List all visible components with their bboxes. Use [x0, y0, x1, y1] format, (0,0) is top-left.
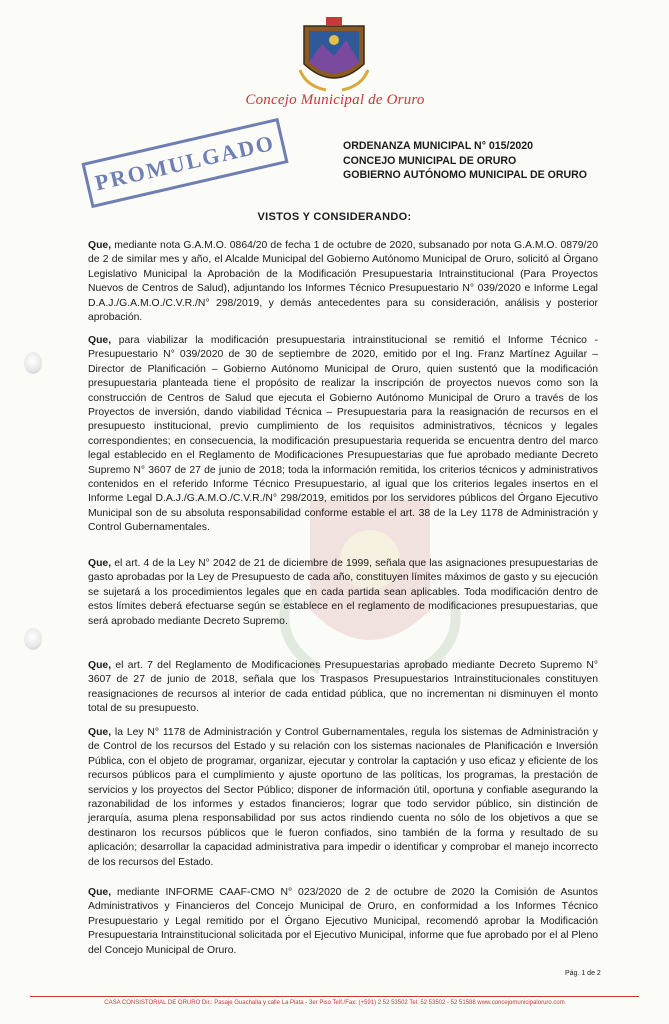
punch-hole-bottom	[24, 628, 42, 650]
paragraph	[88, 726, 598, 870]
government-name: GOBIERNO AUTÓNOMO MUNICIPAL DE ORURO	[343, 169, 588, 181]
page-number: Pág. 1 de 2	[565, 970, 601, 977]
paragraph-text: la Ley N° 1178 de Administración y Control Gubernamentales, regula los sistemas de Administración y de Control de los recursos del Estado y su relación con los sistemas nacionales de Planificación e Inversión Pública, con el objeto de programar, organizar, ejecutar y controlar la captación y uso eficaz y eficiente de los recursos públicos para el cumplimiento y ajuste oportuno de las políticas, los programas, la prestación de servicios y los proyectos del Sector Público; disponer de información útil, oportuna y confiable asegurando la razonabilidad de los informes y estados financieros; lograr que todo servidor público, sin distinción de jerarquía, asuma plena responsabilidad por sus actos rindiendo cuenta no sólo de los objetivos a que se destinaron los recursos públicos que le fueron confiados, sino también de la forma y resultado de su aplicación; desarrollar la capacidad administrativa para impedir o identificar y comprobar el manejo incorrecto de los recursos del Estado.	[88, 727, 598, 868]
ordinance-number: ORDENANZA MUNICIPAL N° 015/2020	[343, 140, 534, 152]
paragraph-text: el art. 4 de la Ley N° 2042 de 21 de diciembre de 1999, señala que las asignaciones presupuestarias de gasto aprobadas por la Ley de Presupuesto de cada año, constituyen límites máximos de gasto y su ejecución se sujetará a los procedimientos legales que en cada partida sean aplicables. Toda modificación dentro de estos límites deberá efectuarse según se establece en el reglamento de modificaciones presupuestarias, que será aprobado mediante Decreto Supremo.	[88, 558, 598, 627]
council-logo-text: Concejo Municipal de Oruro	[245, 92, 425, 108]
municipal-seal-icon	[296, 14, 372, 92]
paragraph-lead: Que,	[88, 887, 112, 898]
paragraph-lead: Que,	[88, 660, 112, 671]
paragraph	[88, 239, 598, 325]
paragraph-lead: Que,	[88, 727, 112, 738]
punch-hole-top	[24, 352, 42, 374]
paragraph	[88, 886, 598, 958]
document-header	[343, 139, 643, 183]
paragraph-text: mediante INFORME CAAF-CMO N° 023/2020 de 2 de octubre de 2020 la Comisión de Asuntos Administrativos y Financieros del Concejo Municipal de Oruro, en conformidad a los Informes Técnico Presupuestario y Legal remitido por el Órgano Ejecutivo Municipal, recomendó aprobar la Modificación Presupuestaria Intrainstitucional solicitada por el Ejecutivo Municipal, informe que fue aprobado por el al Pleno del Concejo Municipal de Oruro.	[88, 887, 598, 956]
paragraph-text: para viabilizar la modificación presupuestaria intrainstitucional se remitió el Informe Técnico - Presupuestario N° 039/2020 de 30 de septiembre de 2020, emitido por el Ing. Franz Martínez Aguilar – Director de Planificación – Gobierno Autónomo Municipal de Oruro, quien sustentó que la modificación presupuestaria planteada tiene el propósito de realizar la inscripción de proyectos nuevos como son la construcción de Centros de Salud que ejecuta el Gobierno Autónomo Municipal de Oruro a través de los Proyectos de inversión, dando viabilidad Técnica – Presupuestaria para la reasignación de recursos en el presupuesto institucional, previo cumplimiento de los requisitos administrativos, técnicos y legales correspondientes; en consecuencia, la modificación presupuestaria requerida se encuentra dentro del marco legal establecido en el Reglamento de Modificaciones Presupuestarias que fue aprobado mediante Decreto Supremo N° 3607 de 27 de junio de 2018; toda la información remitida, los criterios técnicos y administrativos contenidos en el referido Informe Técnico Presupuestario, al igual que los criterios legales insertos en el Informe Legal D.A.J./G.A.M.O./C.V.R./N° 298/2019, emitidos por los servidores públicos del Órgano Ejecutivo Municipal son de su absoluta responsabilidad conforme estable el art. 38 de la Ley 1178 de Administración y Control Gubernamentales.	[88, 335, 598, 534]
paragraph-lead: Que,	[88, 558, 112, 569]
paragraph	[88, 557, 598, 629]
paragraph	[88, 334, 598, 536]
paragraph-lead: Que,	[88, 335, 112, 346]
council-name: CONCEJO MUNICIPAL DE ORURO	[343, 154, 517, 167]
paragraph-lead: Que,	[88, 240, 112, 251]
footer-address: CASA CONSISTORIAL DE ORURO Dir.: Pasaje Guachalla y calle La Plata - 3er Piso Telf./Fax: (+591) 2 52 53502 Tel: 52 53502 - 52 51588 www.concejomunicipaloruro.com	[104, 1000, 565, 1006]
paragraph-text: el art. 7 del Reglamento de Modificaciones Presupuestarias aprobado mediante Decreto Supremo N° 3607 de 27 de junio de 2018, señala que los Traspasos Presupuestarios Intrainstitucionales constituyen reasignaciones de recursos al interior de cada entidad pública, que no incrementan ni disminuyen el monto total de su presupuesto.	[88, 660, 598, 715]
paragraph	[88, 659, 598, 717]
paragraph-text: mediante nota G.A.M.O. 0864/20 de fecha 1 de octubre de 2020, subsanado por nota G.A.M.O. 0879/20 de 2 de similar mes y año, el Alcalde Municipal del Gobierno Autónomo Municipal de Oruro, solicitó al Órgano Legislativo Municipal la Aprobación de la Modificación Presupuestaria Intrainstitucional (Para Proyectos Nuevos de Centros de Salud), adjuntando los Informes Técnico Presupuestario N° 039/2020 e Informe Legal D.A.J./G.A.M.O./C.V.R./N° 298/2019, y demás antecedentes para su consideración, análisis y posterior aprobación.	[88, 240, 598, 324]
section-title: VISTOS Y CONSIDERANDO:	[257, 211, 412, 223]
promulgado-stamp: PROMULGADO	[81, 118, 288, 208]
footer-divider	[30, 996, 639, 997]
